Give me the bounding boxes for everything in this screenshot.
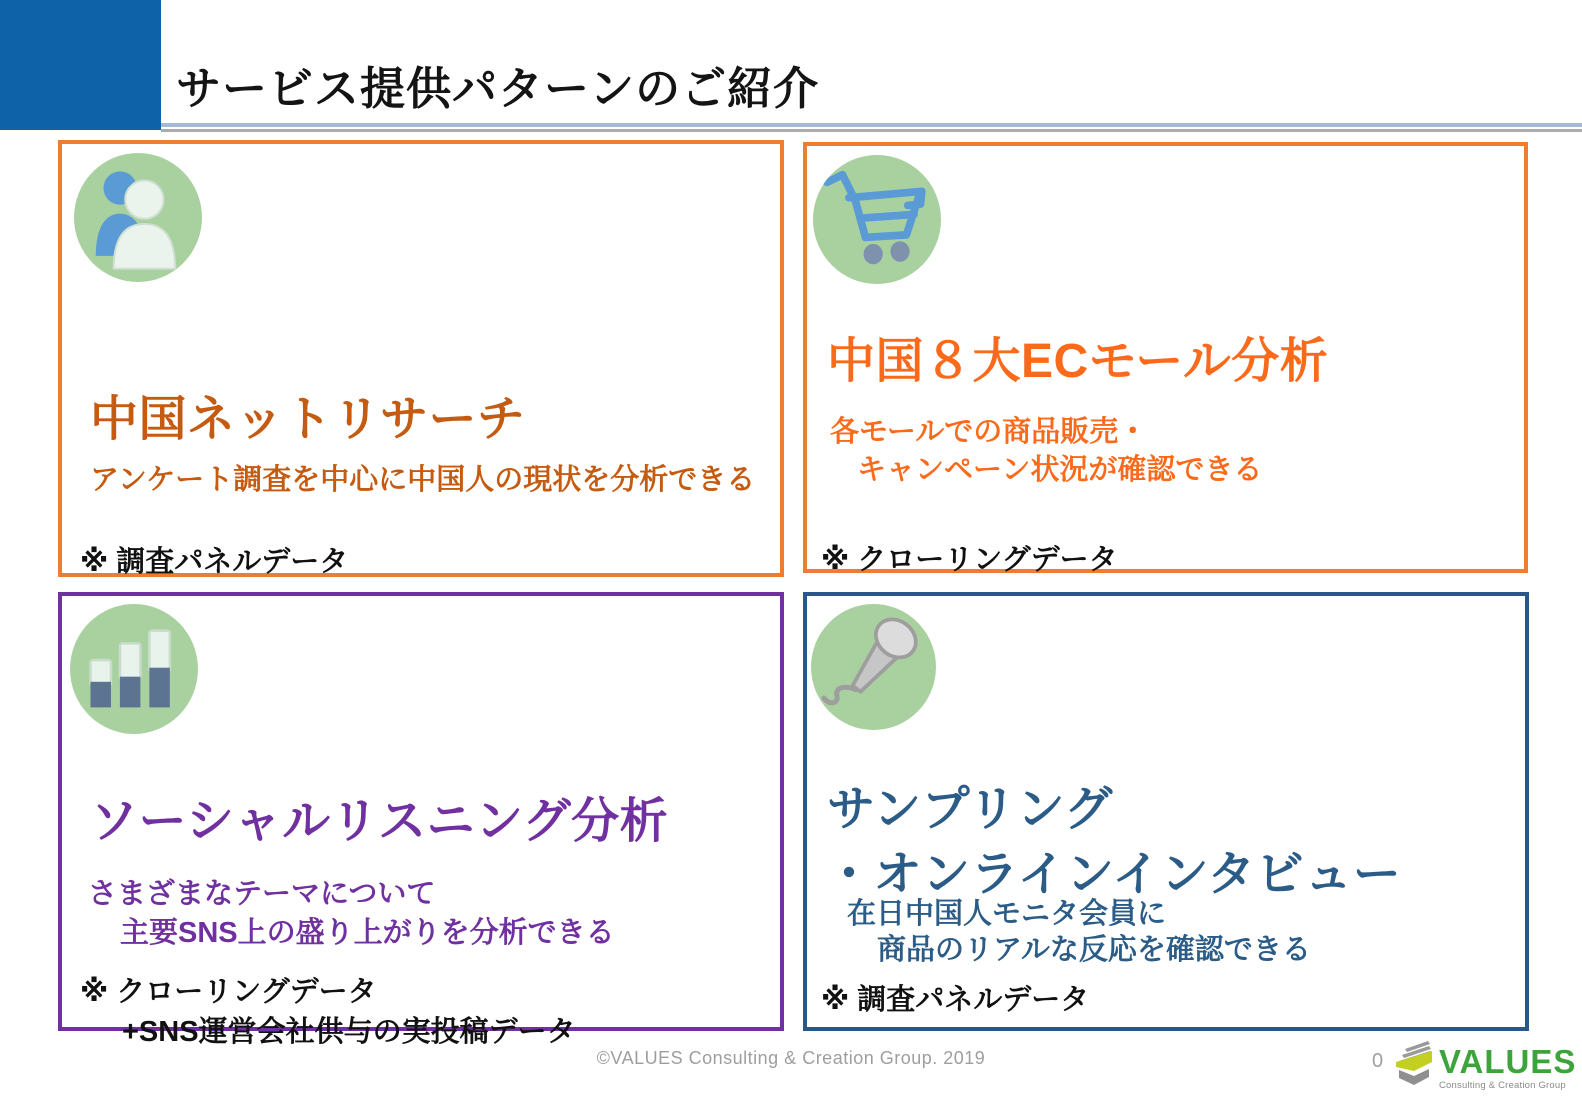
header-rule-gray [161,129,1582,132]
card-china-net-research [58,140,784,577]
card-ec-mall-analysis [803,142,1528,576]
header-accent-block [0,0,161,130]
card-desc-line: 主要SNS上の盛り上がりを分析できる [120,917,615,949]
values-logo-icon [1392,1038,1436,1088]
card-note-line: ※ クローリングデータ [821,544,1118,576]
page-number: 0 [1372,1050,1384,1072]
card-title: 中国ネットリサーチ [90,392,526,446]
values-logo [1392,1038,1576,1091]
people-icon [74,153,202,282]
card-note-line: +SNS運営会社供与の実投稿データ [122,1016,576,1048]
values-logo-text [1439,1045,1576,1091]
values-logo-tagline: Consulting & Creation Group [1439,1080,1566,1091]
card-social-listening [58,592,784,1048]
card-title: 中国８大ECモール分析 [827,334,1329,388]
microphone-icon [811,604,936,730]
card-desc-line: アンケート調査を中心に中国人の現状を分析できる [90,464,756,496]
card-note-line: ※ 調査パネルデータ [821,984,1090,1016]
card-desc-line: 各モールでの商品販売・ [830,416,1148,448]
footer-copyright: ©VALUES Consulting & Creation Group. 2019 [596,1048,986,1068]
card-desc-line: さまざまなテーマについて [88,878,436,910]
card-note-line: ※ クローリングデータ [80,976,377,1008]
card-sampling-online-interview [803,592,1529,1031]
card-desc-line: 在日中国人モニタ会員に [847,898,1167,930]
header-rule-light [161,123,1582,127]
card-desc-line: キャンペーン状況が確認できる [857,454,1263,486]
bar-chart-icon [70,604,198,734]
values-logo-name: VALUES [1439,1043,1577,1080]
card-title-line: サンプリング [827,782,1113,836]
shopping-cart-icon [813,155,941,284]
card-note-line: ※ 調査パネルデータ [80,546,349,578]
card-title: ソーシャルリスニング分析 [90,794,669,848]
slide-title: サービス提供パターンのご紹介 [176,63,820,115]
card-title-line: ・オンラインインタビュー [825,847,1402,901]
card-desc-line: 商品のリアルな反応を確認できる [877,934,1311,966]
